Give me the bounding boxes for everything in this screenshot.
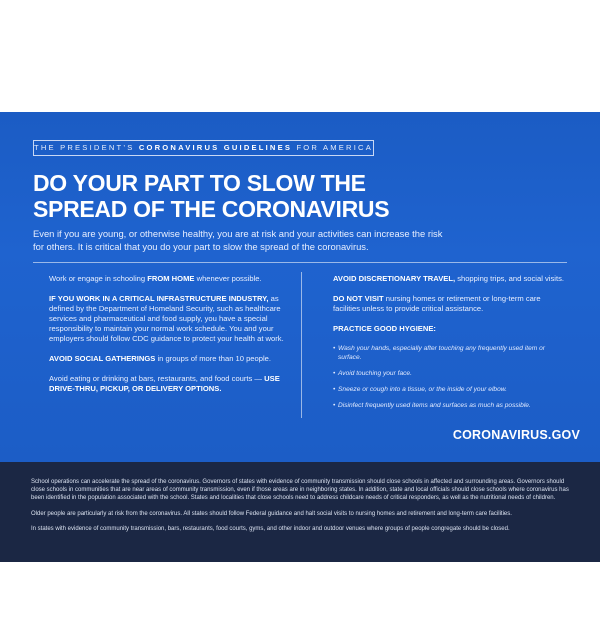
intro-text: Even if you are young, or otherwise healthy, you are at risk and your activities can increase the risk for others. It is critical that you do your part to slow the spread of the coronavirus. (33, 228, 443, 252)
banner-prefix: THE PRESIDENT’S (34, 143, 139, 152)
guidelines-banner (33, 140, 374, 156)
website-url: CORONAVIRUS.GOV (452, 428, 580, 442)
text: whenever possible. (194, 274, 262, 283)
banner-suffix: FOR AMERICA (292, 143, 373, 152)
list-item: • Wash your hands, especially after touching any frequently used item or surface. (333, 344, 569, 362)
right-column (333, 274, 569, 417)
guideline-work-from-home (49, 274, 285, 284)
emphasis: IF YOU WORK IN A CRITICAL INFRASTRUCTURE INDUSTRY, (49, 294, 269, 303)
guideline-critical-infrastructure (49, 294, 285, 344)
footer-notes (31, 478, 576, 540)
list-item: • Sneeze or cough into a tissue, or the inside of your elbow. (333, 385, 569, 394)
page-title (33, 170, 453, 222)
guideline-travel (333, 274, 569, 284)
guideline-nursing-homes (333, 294, 569, 314)
column-divider (301, 272, 302, 418)
top-margin (0, 0, 600, 112)
text: Avoid eating or drinking at bars, restaurants, and food courts — (49, 374, 265, 383)
left-column (49, 274, 285, 404)
horizontal-divider (33, 262, 567, 263)
list-item: • Avoid touching your face. (333, 369, 569, 378)
emphasis: FROM HOME (147, 274, 195, 283)
emphasis: AVOID DISCRETIONARY TRAVEL, (333, 274, 456, 283)
note-venues: In states with evidence of community transmission, bars, restaurants, food courts, gyms, and other indoor and outdoor venues where groups of people congregate should be closed. (31, 525, 510, 532)
headline-line-2: SPREAD OF THE CORONAVIRUS (33, 196, 390, 222)
text: as defined by the Department of Homeland Security, such as healthcare services and pharmaceutical and food supply, you have a special responsibility to maintain your normal work schedule. You and your employers should follow CDC guidance to protect your health at work. (49, 294, 284, 343)
emphasis: USE DRIVE-THRU, PICKUP, OR DELIVERY OPTIONS. (49, 374, 280, 393)
banner-bold: CORONAVIRUS GUIDELINES (138, 143, 293, 152)
note-schools: School operations can accelerate the spread of the coronavirus. Governors of states with evidence of community transmission should close schools in affected and surrounding areas. Governors should close schools in communities that are near areas of community transmission, even if those areas are in neighboring states. In addition, state and local officials should close schools where coronavirus has been identified in the population associated with the school. States and localities that close schools need to address childcare needs of critical responders, as well as the nutritional needs of children. (31, 479, 569, 502)
note-older-people: Older people are particularly at risk from the coronavirus. All states should follow Federal guidance and halt social visits to nursing homes and retirement and long-term care facilities. (31, 510, 512, 517)
bottom-margin (0, 562, 600, 643)
text: shopping trips, and social visits. (455, 274, 564, 283)
guideline-social-gatherings (49, 354, 285, 364)
text: in groups of more than 10 people. (155, 354, 271, 363)
list-item: • Disinfect frequently used items and surfaces as much as possible. (333, 401, 569, 410)
hygiene-heading: PRACTICE GOOD HYGIENE: (333, 324, 436, 333)
guideline-restaurants (49, 374, 285, 394)
emphasis: AVOID SOCIAL GATHERINGS (49, 354, 156, 363)
text: nursing homes or retirement or long-term care facilities unless to provide critical assistance. (333, 294, 541, 313)
text: Work or engage in schooling (49, 274, 148, 283)
headline-line-1: DO YOUR PART TO SLOW THE (33, 170, 366, 196)
hygiene-list (333, 344, 569, 410)
emphasis: DO NOT VISIT (333, 294, 384, 303)
